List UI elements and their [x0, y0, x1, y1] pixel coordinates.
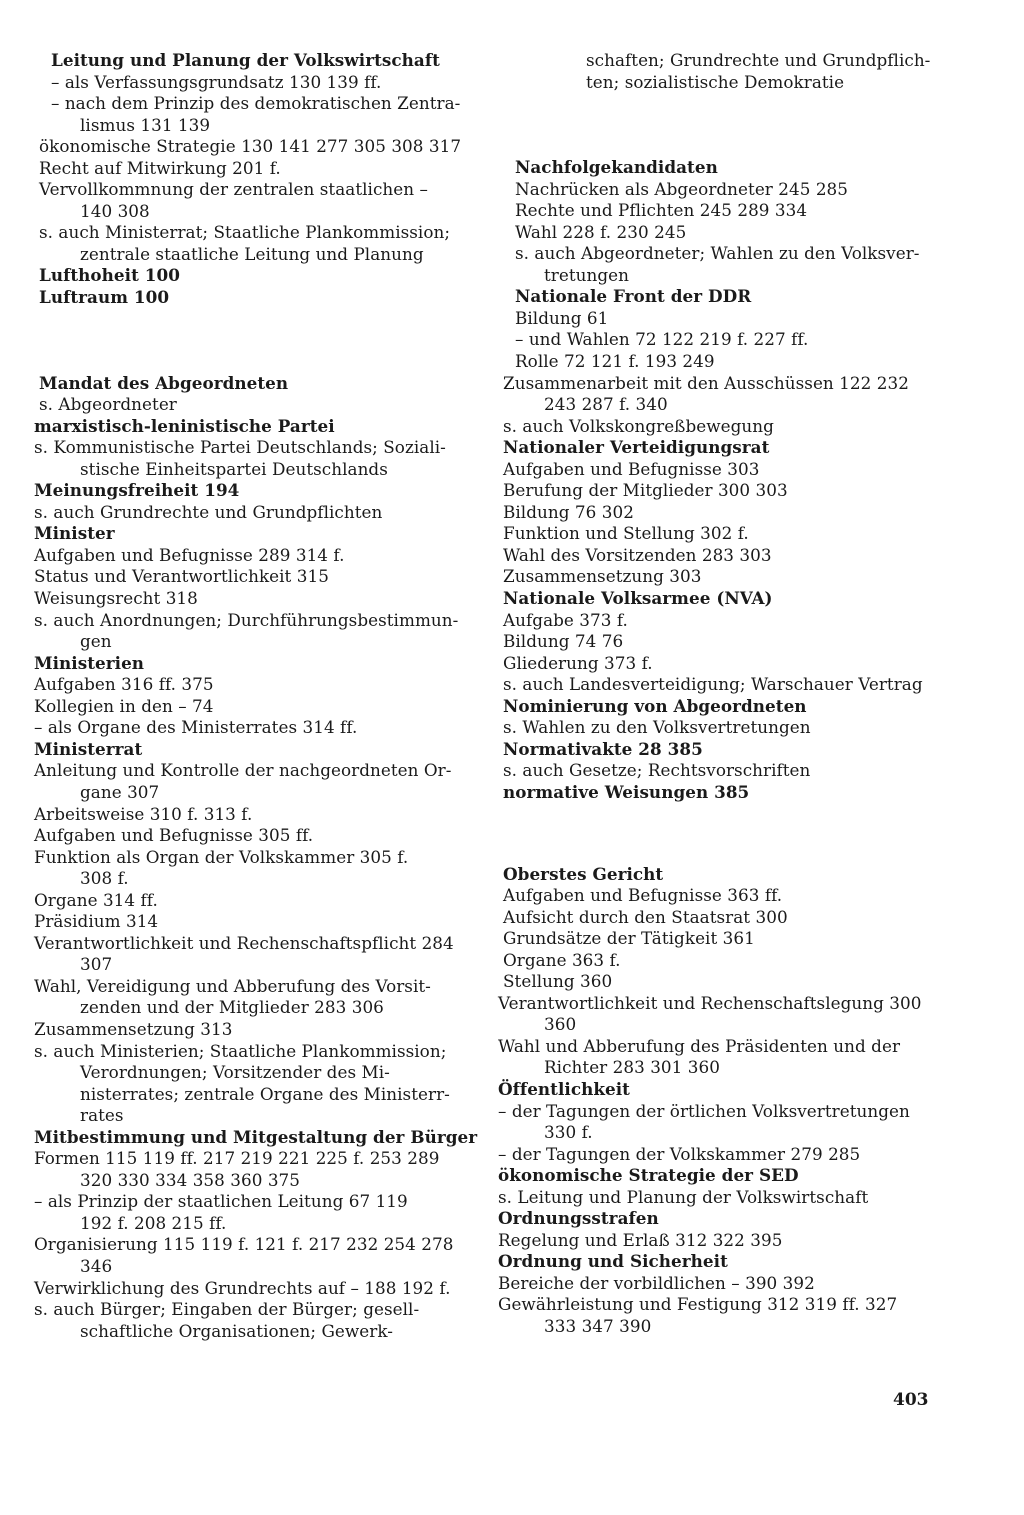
index-heading: Mitbestimmung und Mitgestaltung der Bürger: [34, 1126, 478, 1147]
index-heading: Minister: [34, 523, 115, 544]
index-subentry: nisterrates; zentrale Organe des Ministerr-: [80, 1083, 450, 1104]
section-gap: [34, 309, 489, 373]
index-subentry: Funktion und Stellung 302 f.: [503, 523, 749, 544]
index-subentry: Aufgaben und Befugnisse 303: [503, 458, 760, 479]
index-heading: Oberstes Gericht: [503, 863, 664, 884]
index-heading: Normativakte 28 385: [503, 738, 703, 759]
index-subentry: stische Einheitspartei Deutschlands: [80, 458, 388, 479]
index-heading: Ordnungsstrafen: [498, 1208, 659, 1229]
index-heading: Nachfolgekandidaten: [515, 157, 718, 178]
index-heading: Ordnung und Sicherheit: [498, 1251, 728, 1272]
section-gap: [498, 804, 953, 864]
index-subentry: 308 f.: [80, 868, 129, 889]
index-column-left: [34, 50, 489, 1342]
index-subentry: zentrale staatliche Leitung und Planung: [80, 243, 424, 264]
index-subentry: Organe 314 ff.: [34, 889, 158, 910]
index-subentry: s. Abgeordneter: [39, 394, 177, 415]
index-subentry: Richter 283 301 360: [544, 1057, 720, 1078]
index-subentry: Aufgaben und Befugnisse 305 ff.: [34, 825, 314, 846]
index-subentry: Rolle 72 121 f. 193 249: [515, 351, 715, 372]
index-subentry: – der Tagungen der Volkskammer 279 285: [498, 1143, 861, 1164]
index-subentry: Arbeitsweise 310 f. 313 f.: [34, 803, 253, 824]
index-subentry: 243 287 f. 340: [544, 394, 668, 415]
index-subentry: – nach dem Prinzip des demokratischen Zentra-: [51, 93, 461, 114]
index-heading: Leitung und Planung der Volkswirtschaft: [51, 50, 440, 70]
index-subentry: Bildung 74 76: [503, 631, 624, 652]
index-subentry: s. auch Volkskongreßbewegung: [503, 415, 774, 436]
index-heading: marxistisch-leninistische Partei: [34, 415, 335, 436]
index-subentry: Regelung und Erlaß 312 322 395: [498, 1229, 783, 1250]
index-subentry: Nachrücken als Abgeordneter 245 285: [515, 178, 848, 199]
index-subentry: s. auch Abgeordneter; Wahlen zu den Volksver-: [515, 243, 920, 264]
index-subentry: – als Organe des Ministerrates 314 ff.: [34, 717, 358, 738]
index-subentry: Bereiche der vorbildlichen – 390 392: [498, 1272, 815, 1293]
index-subentry: s. auch Gesetze; Rechtsvorschriften: [503, 760, 811, 781]
index-subentry: Vervollkommnung der zentralen staatlichen –: [39, 179, 428, 200]
index-subentry: Aufsicht durch den Staatsrat 300: [503, 906, 788, 927]
index-heading: Ministerien: [34, 652, 145, 673]
index-subentry: Verantwortlichkeit und Rechenschaftslegung 300: [498, 992, 922, 1013]
index-subentry: Weisungsrecht 318: [34, 588, 198, 609]
index-heading: Luftraum 100: [39, 287, 170, 308]
index-subentry: Präsidium 314: [34, 911, 159, 932]
index-subentry: s. auch Bürger; Eingaben der Bürger; gesell-: [34, 1299, 420, 1320]
index-subentry: Rechte und Pflichten 245 289 334: [515, 200, 808, 221]
index-subentry: Grundsätze der Tätigkeit 361: [503, 928, 755, 949]
index-subentry: Bildung 61: [515, 307, 609, 328]
index-heading: Lufthoheit 100: [39, 265, 180, 286]
index-subentry: 307: [80, 954, 113, 975]
index-subentry: – als Verfassungsgrundsatz 130 139 ff.: [51, 71, 382, 92]
index-subentry: schaftliche Organisationen; Gewerk-: [80, 1320, 393, 1341]
index-subentry: Gewährleistung und Festigung 312 319 ff. 327: [498, 1294, 898, 1315]
index-heading: normative Weisungen 385: [503, 781, 750, 802]
index-subentry: zenden und der Mitglieder 283 306: [80, 997, 384, 1018]
index-subentry: Formen 115 119 ff. 217 219 221 225 f. 253 289: [34, 1148, 440, 1169]
section-gap: [498, 93, 953, 157]
index-heading: ökonomische Strategie der SED: [498, 1165, 799, 1186]
index-subentry: s. auch Ministerien; Staatliche Plankommission;: [34, 1040, 447, 1061]
index-subentry: lismus 131 139: [80, 114, 211, 135]
index-subentry: Status und Verantwortlichkeit 315: [34, 566, 329, 587]
index-heading: Meinungsfreiheit 194: [34, 480, 240, 501]
index-subentry: 333 347 390: [544, 1315, 652, 1336]
index-subentry: Zusammensetzung 313: [34, 1018, 233, 1039]
index-subentry: 360: [544, 1014, 577, 1035]
index-subentry: Aufgaben und Befugnisse 363 ff.: [503, 885, 783, 906]
index-subentry: s. Leitung und Planung der Volkswirtschaft: [498, 1186, 869, 1207]
index-subentry: Organe 363 f.: [503, 949, 621, 970]
index-subentry: gen: [80, 631, 112, 652]
index-subentry: Verantwortlichkeit und Rechenschaftspflicht 284: [34, 932, 454, 953]
index-heading: Nationale Front der DDR: [515, 286, 752, 307]
index-subentry: Aufgaben und Befugnisse 289 314 f.: [34, 544, 345, 565]
index-column-right: [498, 50, 953, 1338]
index-subentry: Anleitung und Kontrolle der nachgeordneten Or-: [34, 760, 452, 781]
index-subentry: Wahl, Vereidigung und Abberufung des Vorsit-: [34, 975, 431, 996]
index-subentry: Verordnungen; Vorsitzender des Mi-: [80, 1062, 390, 1083]
index-subentry: ökonomische Strategie 130 141 277 305 308 317: [39, 136, 462, 157]
index-subentry: Gliederung 373 f.: [503, 652, 653, 673]
index-subentry: Zusammensetzung 303: [503, 566, 702, 587]
index-subentry: Kollegien in den – 74: [34, 695, 214, 716]
index-subentry: 330 f.: [544, 1122, 593, 1143]
index-subentry: ten; sozialistische Demokratie: [586, 71, 845, 92]
index-subentry: Berufung der Mitglieder 300 303: [503, 480, 788, 501]
index-heading: Mandat des Abgeordneten: [39, 372, 289, 393]
index-subentry: s. auch Landesverteidigung; Warschauer Vertrag: [503, 674, 923, 695]
index-heading: Nominierung von Abgeordneten: [503, 695, 807, 716]
index-subentry: s. auch Anordnungen; Durchführungsbestimmun-: [34, 609, 459, 630]
index-subentry: gane 307: [80, 781, 160, 802]
index-heading: Öffentlichkeit: [498, 1078, 630, 1099]
index-subentry: s. Wahlen zu den Volksvertretungen: [503, 717, 811, 738]
index-heading: Nationaler Verteidigungsrat: [503, 437, 770, 458]
index-subentry: schaften; Grundrechte und Grundpflich-: [586, 50, 931, 70]
index-subentry: rates: [80, 1105, 124, 1126]
index-subentry: Aufgaben 316 ff. 375: [34, 674, 214, 695]
index-subentry: – und Wahlen 72 122 219 f. 227 ff.: [515, 329, 809, 350]
index-subentry: Stellung 360: [503, 971, 613, 992]
index-subentry: Wahl des Vorsitzenden 283 303: [503, 544, 772, 565]
index-heading: Nationale Volksarmee (NVA): [503, 588, 773, 609]
index-subentry: Verwirklichung des Grundrechts auf – 188 192 f.: [34, 1277, 451, 1298]
index-subentry: s. auch Ministerrat; Staatliche Plankommission;: [39, 222, 451, 243]
index-subentry: s. Kommunistische Partei Deutschlands; Soziali-: [34, 437, 446, 458]
index-subentry: tretungen: [544, 264, 629, 285]
page-number: 403: [893, 1390, 929, 1410]
index-subentry: 320 330 334 358 360 375: [80, 1169, 301, 1190]
index-subentry: Wahl und Abberufung des Präsidenten und der: [498, 1035, 901, 1056]
index-subentry: 346: [80, 1255, 113, 1276]
index-subentry: 192 f. 208 215 ff.: [80, 1212, 227, 1233]
index-subentry: 140 308: [80, 200, 150, 221]
index-subentry: Zusammenarbeit mit den Ausschüssen 122 232: [503, 372, 909, 393]
index-subentry: – der Tagungen der örtlichen Volksvertretungen: [498, 1100, 910, 1121]
index-subentry: – als Prinzip der staatlichen Leitung 67 119: [34, 1191, 408, 1212]
index-subentry: Funktion als Organ der Volkskammer 305 f.: [34, 846, 409, 867]
index-heading: Ministerrat: [34, 738, 143, 759]
index-subentry: Recht auf Mitwirkung 201 f.: [39, 157, 281, 178]
index-subentry: Bildung 76 302: [503, 501, 634, 522]
index-subentry: Organisierung 115 119 f. 121 f. 217 232 254 278: [34, 1234, 454, 1255]
index-subentry: Aufgabe 373 f.: [503, 609, 628, 630]
index-subentry: Wahl 228 f. 230 245: [515, 221, 687, 242]
index-subentry: s. auch Grundrechte und Grundpflichten: [34, 501, 383, 522]
